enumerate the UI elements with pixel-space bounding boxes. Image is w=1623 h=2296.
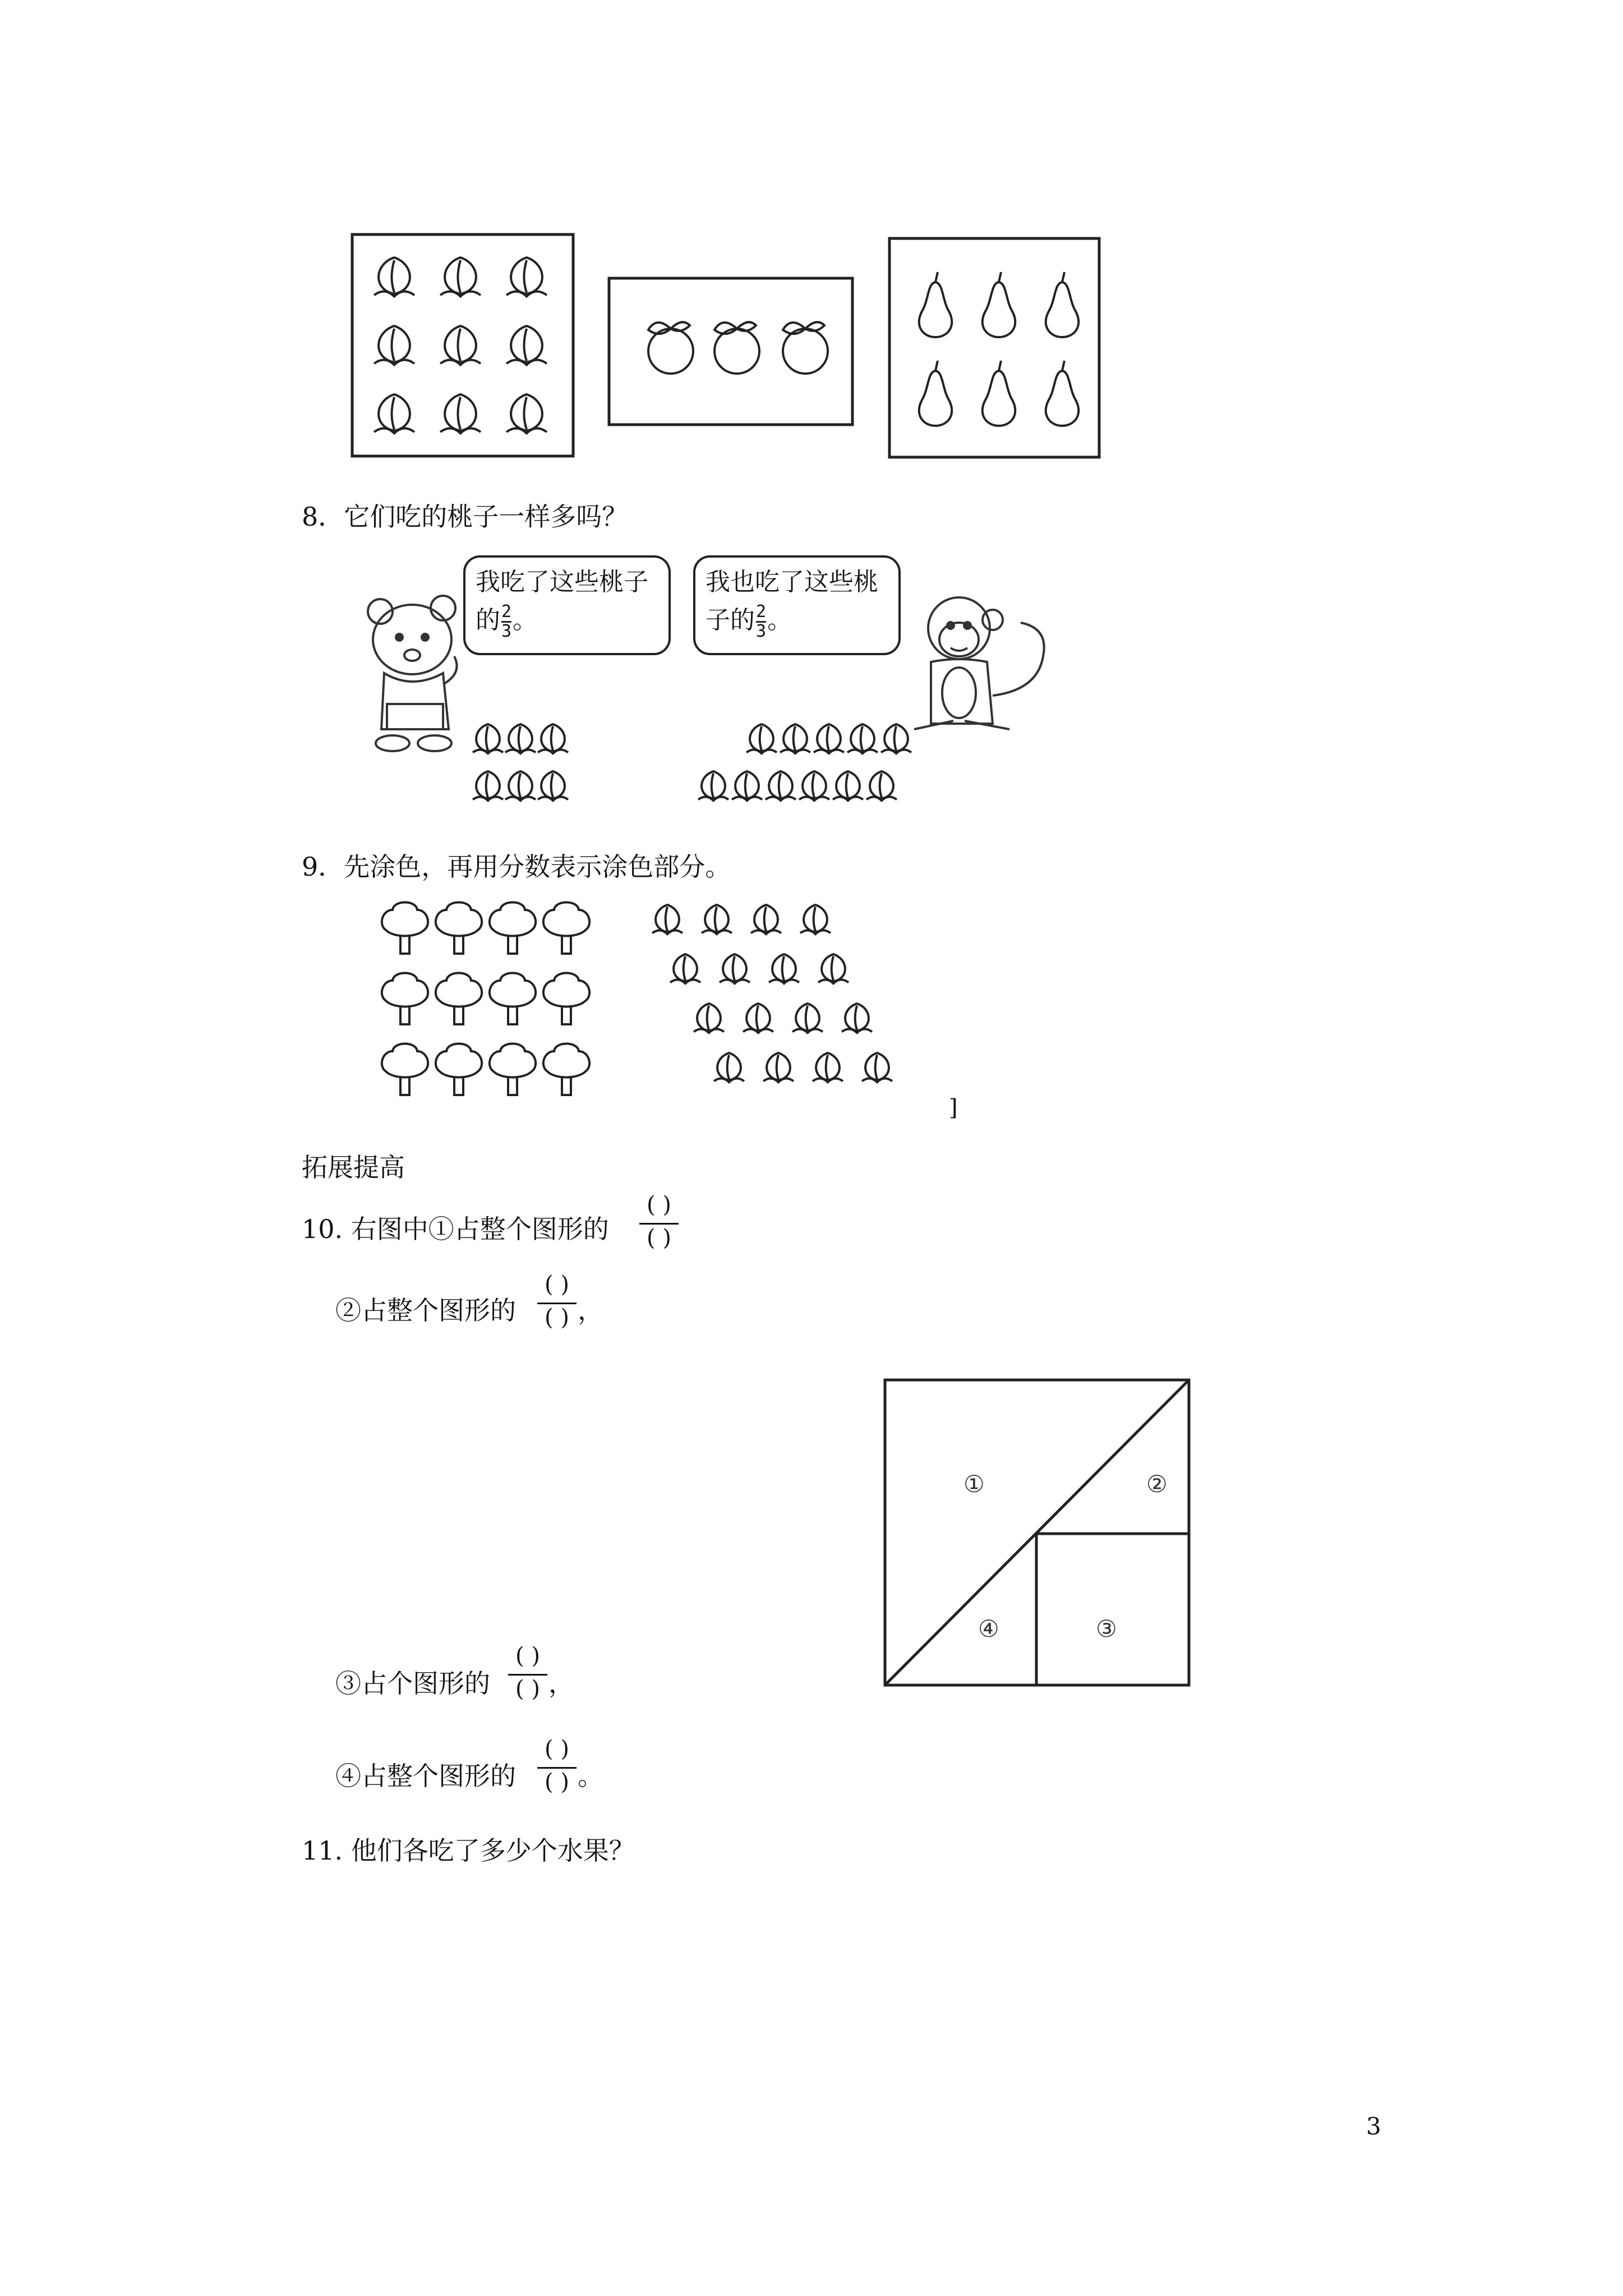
tree-icon bbox=[543, 1044, 589, 1096]
tree-icon bbox=[382, 903, 428, 954]
peach-icon bbox=[763, 1053, 794, 1082]
q10-square-figure bbox=[884, 1379, 1192, 1693]
tree-icon bbox=[382, 1044, 428, 1096]
tree-icon bbox=[490, 973, 536, 1025]
tree-icon bbox=[382, 973, 428, 1025]
peach-icon bbox=[862, 1053, 892, 1082]
bubble-monkey-line2: 子的 $\frac{2}{3}$ 。 bbox=[706, 602, 792, 641]
q10-fraction-4: ( ) ( ) bbox=[537, 1738, 577, 1798]
bubble-bear-line1: 我吃了这些桃子 bbox=[476, 568, 648, 596]
peach-icon bbox=[842, 1004, 872, 1033]
bubble-monkey-line1: 我也吃了这些桃 bbox=[706, 568, 878, 596]
peach-icon bbox=[800, 905, 831, 934]
region-2-label: ② bbox=[1146, 1470, 1168, 1498]
peach-icon bbox=[694, 1004, 724, 1033]
page-number: 3 bbox=[1366, 2113, 1381, 2140]
peach-icon bbox=[743, 1004, 773, 1033]
peach-icon bbox=[714, 1053, 744, 1082]
section-title: 拓展提高 bbox=[302, 1152, 405, 1182]
tree-icon bbox=[490, 903, 536, 954]
peach-icon bbox=[652, 905, 683, 934]
q10-line3: ③占个图形的 bbox=[335, 1668, 490, 1699]
q10-fraction-1: ( ) ( ) bbox=[639, 1194, 679, 1254]
peach-icon bbox=[751, 905, 781, 934]
peach-icon bbox=[670, 954, 700, 983]
peach-icon bbox=[702, 905, 732, 934]
q10-line2-suffix: ， bbox=[578, 1295, 603, 1326]
q10-label: 10. 右图中①占整个图形的 bbox=[302, 1214, 609, 1244]
q10-fraction-3: ( ) ( ) bbox=[508, 1645, 547, 1705]
q10-line4-suffix: 。 bbox=[578, 1761, 603, 1791]
q9-label: 9．先涂色，再用分数表示涂色部分。 bbox=[302, 852, 731, 882]
tree-icon bbox=[436, 1044, 482, 1096]
q9-bracket: ] bbox=[949, 1095, 958, 1121]
tree-icon bbox=[490, 1044, 536, 1096]
q10-line3-suffix: ， bbox=[548, 1668, 574, 1699]
tree-icon bbox=[436, 903, 482, 954]
bubble-bear-fraction: $\frac{2}{3}$ bbox=[501, 602, 512, 641]
tree-icon bbox=[436, 973, 482, 1025]
q8-label: 8．它们吃的桃子一样多吗？ bbox=[302, 501, 628, 532]
q10-line2: ②占整个图形的 bbox=[335, 1295, 516, 1326]
peach-icon bbox=[818, 954, 849, 983]
region-4-label: ④ bbox=[978, 1615, 999, 1642]
region-1-label: ① bbox=[963, 1470, 985, 1498]
q10-line4: ④占整个图形的 bbox=[335, 1761, 516, 1791]
bubble-monkey-fraction: $\frac{2}{3}$ bbox=[756, 602, 767, 641]
q10-fraction-2: ( ) ( ) bbox=[537, 1273, 577, 1333]
peach-icon bbox=[720, 954, 750, 983]
bubble-bear-line2: 的 $\frac{2}{3}$ 。 bbox=[476, 602, 538, 641]
tree-grid bbox=[0, 0, 1623, 1122]
peach-icon bbox=[813, 1053, 843, 1082]
tree-icon bbox=[543, 903, 589, 954]
tree-icon bbox=[543, 973, 589, 1025]
region-3-label: ③ bbox=[1096, 1615, 1117, 1642]
q11-label: 11. 他们各吃了多少个水果？ bbox=[302, 1835, 635, 1866]
peach-icon bbox=[769, 954, 799, 983]
peach-icon bbox=[792, 1004, 823, 1033]
